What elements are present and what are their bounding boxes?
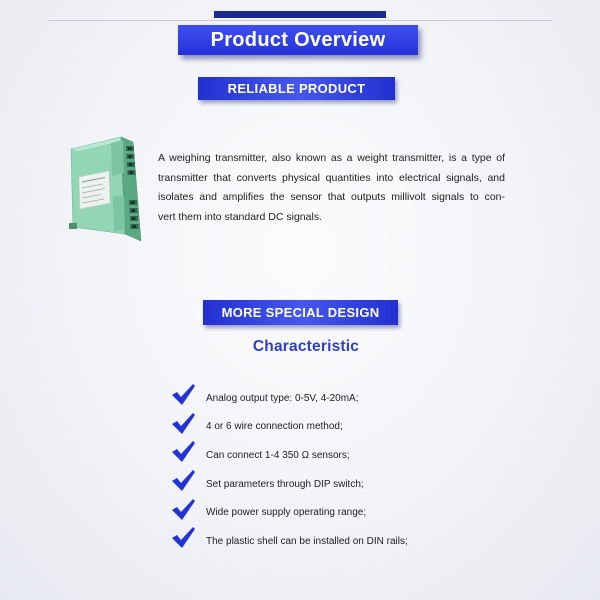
feature-text: The plastic shell can be installed on DIN rails; <box>206 535 408 547</box>
checkmark-icon <box>172 499 195 521</box>
feature-item <box>172 413 502 442</box>
checkmark-icon <box>172 384 195 406</box>
description-line: vert them into standard DC signals. <box>158 210 322 223</box>
feature-list <box>172 384 502 556</box>
feature-item <box>172 470 502 499</box>
feature-text: 4 or 6 wire connection method; <box>206 421 343 433</box>
characteristic-heading: Characteristic <box>252 338 360 355</box>
reliable-product-banner <box>198 77 395 100</box>
header-accent-bar <box>214 11 386 18</box>
description-line: isolates and amplifies the sensor that outputs millivolt signals to con- <box>158 191 505 203</box>
section-title-reliable-product: RELIABLE PRODUCT <box>227 81 366 96</box>
checkmark-icon <box>172 441 195 463</box>
checkmark-icon <box>172 527 195 549</box>
product-overview-banner <box>178 25 418 55</box>
description-line: A weighing transmitter, also known as a weight transmitter, is a type of <box>158 152 505 164</box>
feature-text: Analog output type: 0-5V, 4-20mA; <box>206 392 359 404</box>
section-title-special-design: MORE SPECIAL DESIGN <box>221 305 380 320</box>
checkmark-icon <box>172 470 195 492</box>
feature-item <box>172 441 502 470</box>
feature-text: Set parameters through DIP switch; <box>206 478 364 490</box>
description-line: transmitter that converts physical quantities into electrical signals, and <box>158 171 505 184</box>
weighing-transmitter-illustration <box>67 133 147 243</box>
device-label <box>79 171 110 209</box>
feature-text: Can connect 1-4 350 Ω sensors; <box>206 449 350 461</box>
feature-item <box>172 498 502 527</box>
checkmark-icon <box>172 413 195 435</box>
feature-item <box>172 527 502 556</box>
product-image <box>67 133 147 243</box>
special-design-banner <box>203 300 398 325</box>
feature-text: Wide power supply operating range; <box>206 507 367 519</box>
top-divider-line <box>48 20 552 21</box>
page-title: Product Overview <box>210 28 386 51</box>
product-description <box>158 149 505 227</box>
feature-item <box>172 384 502 413</box>
